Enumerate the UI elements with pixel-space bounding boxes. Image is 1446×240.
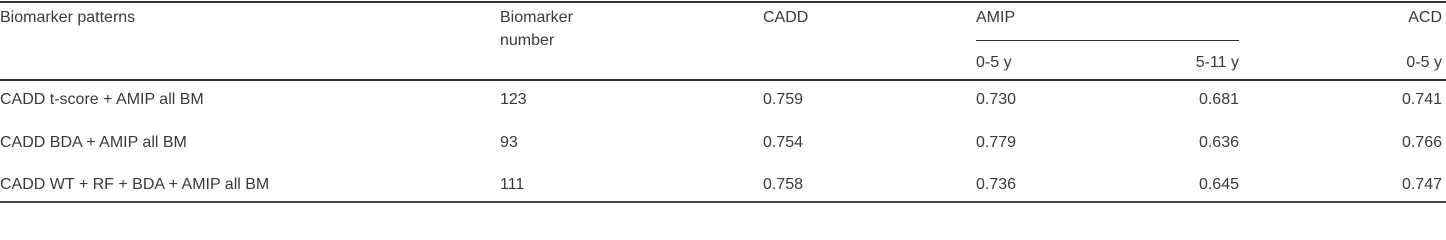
cell-number: 123 xyxy=(500,91,527,108)
table-bottom-rule xyxy=(0,201,1446,203)
header-amip-5-11y: 5-11 y xyxy=(1195,54,1239,71)
cell-amip-0-5y: 0.736 xyxy=(976,176,1017,193)
header-acd-0-5y: 0-5 y xyxy=(1406,54,1442,71)
header-amip: AMIP xyxy=(976,9,1016,26)
cell-amip-5-11y: 0.636 xyxy=(1198,134,1239,151)
cell-acd-0-5y: 0.766 xyxy=(1401,134,1442,151)
cell-acd-0-5y: 0.747 xyxy=(1401,176,1442,193)
cell-amip-5-11y: 0.645 xyxy=(1198,176,1239,193)
cell-pattern: CADD t-score + AMIP all BM xyxy=(0,91,204,108)
header-biomarker-patterns: Biomarker patterns xyxy=(0,9,136,26)
cell-cadd: 0.754 xyxy=(763,134,804,151)
cell-number: 111 xyxy=(500,176,525,193)
header-acd: ACD xyxy=(1408,9,1442,26)
cell-pattern: CADD WT + RF + BDA + AMIP all BM xyxy=(0,176,270,193)
header-amip-0-5y: 0-5 y xyxy=(976,54,1012,71)
header-bottom-rule xyxy=(0,79,1446,81)
amip-span-rule xyxy=(976,40,1239,41)
header-biomarker-number-line1: Biomarker xyxy=(500,9,573,26)
cell-cadd: 0.759 xyxy=(763,91,804,108)
cell-number: 93 xyxy=(500,134,518,151)
cell-cadd: 0.758 xyxy=(763,176,804,193)
cell-amip-5-11y: 0.681 xyxy=(1198,91,1239,108)
table-top-rule xyxy=(0,1,1446,3)
header-biomarker-number-line2: number xyxy=(500,32,555,49)
cell-acd-0-5y: 0.741 xyxy=(1401,91,1442,108)
cell-amip-0-5y: 0.779 xyxy=(976,134,1017,151)
header-cadd: CADD xyxy=(763,9,809,26)
cell-pattern: CADD BDA + AMIP all BM xyxy=(0,134,187,151)
cell-amip-0-5y: 0.730 xyxy=(976,91,1017,108)
